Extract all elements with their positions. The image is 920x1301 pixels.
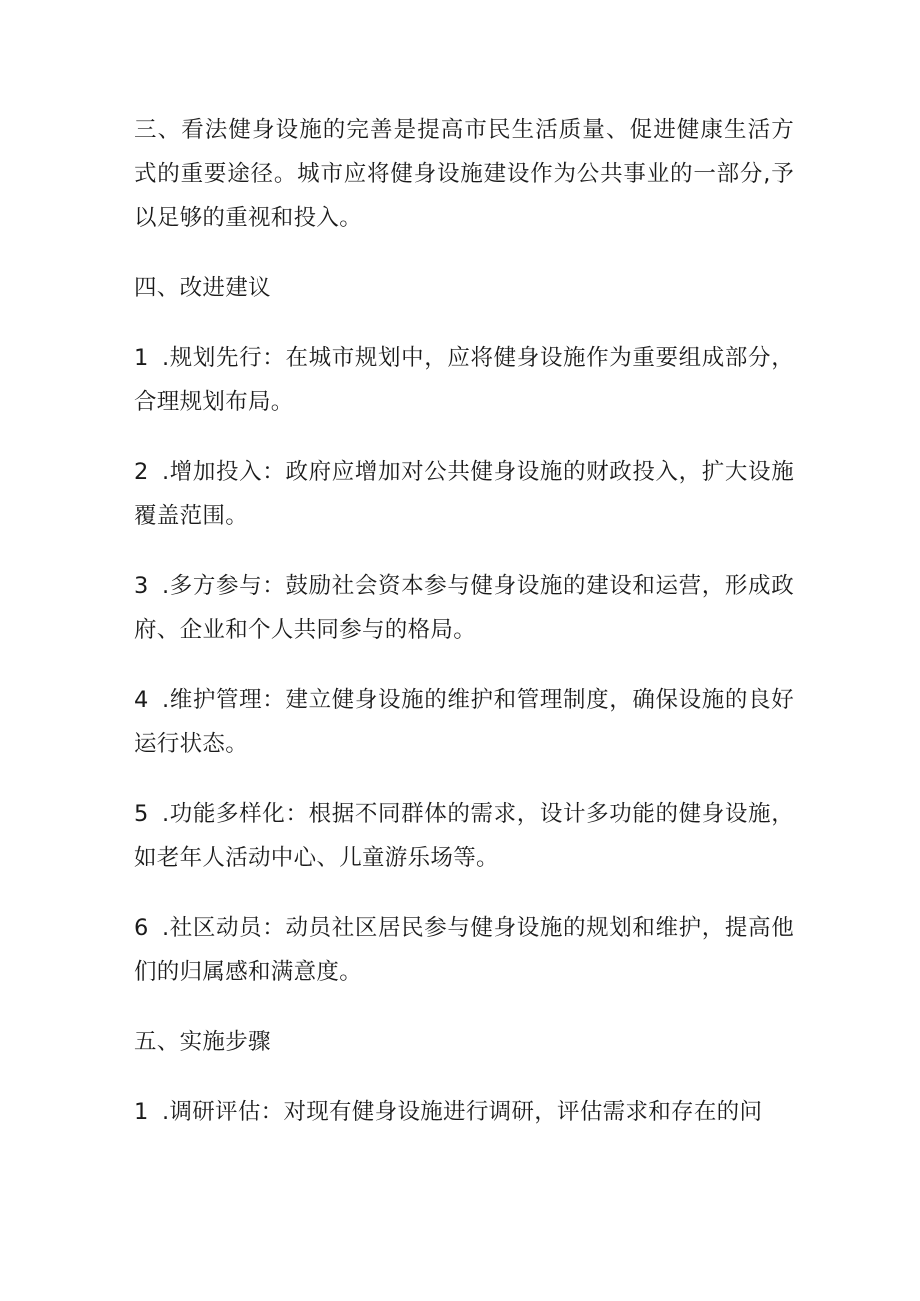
item-text: .社区动员：动员社区居民参与健身设施的规划和维护，提高他们的归属感和满意度。 <box>134 915 794 985</box>
suggestion-item-5 <box>134 792 794 880</box>
item-number: 1 <box>134 345 149 371</box>
item-number: 5 <box>134 801 149 827</box>
section-5-heading: 五、实施步骤 <box>134 1029 271 1055</box>
item-number: 2 <box>134 459 149 485</box>
step-item-1 <box>134 1090 794 1134</box>
suggestion-item-3 <box>134 564 794 652</box>
item-number: 4 <box>134 687 149 713</box>
item-text: .规划先行：在城市规划中，应将健身设施作为重要组成部分，合理规划布局。 <box>134 345 794 415</box>
item-number: 3 <box>134 573 149 599</box>
suggestion-item-6 <box>134 906 794 994</box>
suggestion-item-1 <box>134 336 794 424</box>
item-text: .功能多样化：根据不同群体的需求，设计多功能的健身设施，如老年人活动中心、儿童游乐场等。 <box>134 801 794 871</box>
item-text: .增加投入：政府应增加对公共健身设施的财政投入，扩大设施覆盖范围。 <box>134 459 794 529</box>
item-text: .多方参与：鼓励社会资本参与健身设施的建设和运营，形成政府、企业和个人共同参与的格局。 <box>134 573 794 643</box>
section-4-heading: 四、改进建议 <box>134 275 271 301</box>
item-text: .调研评估：对现有健身设施进行调研，评估需求和存在的问 <box>162 1099 763 1125</box>
section-3-paragraph: 三、看法健身设施的完善是提高市民生活质量、促进健康生活方式的重要途径。城市应将健身设施建设作为公共事业的一部分,予以足够的重视和投入。 <box>134 117 794 231</box>
suggestion-item-4 <box>134 678 794 766</box>
suggestion-item-2 <box>134 450 794 538</box>
item-number: 6 <box>134 915 149 941</box>
item-text: .维护管理：建立健身设施的维护和管理制度，确保设施的良好运行状态。 <box>134 687 794 757</box>
item-number: 1 <box>134 1099 149 1125</box>
